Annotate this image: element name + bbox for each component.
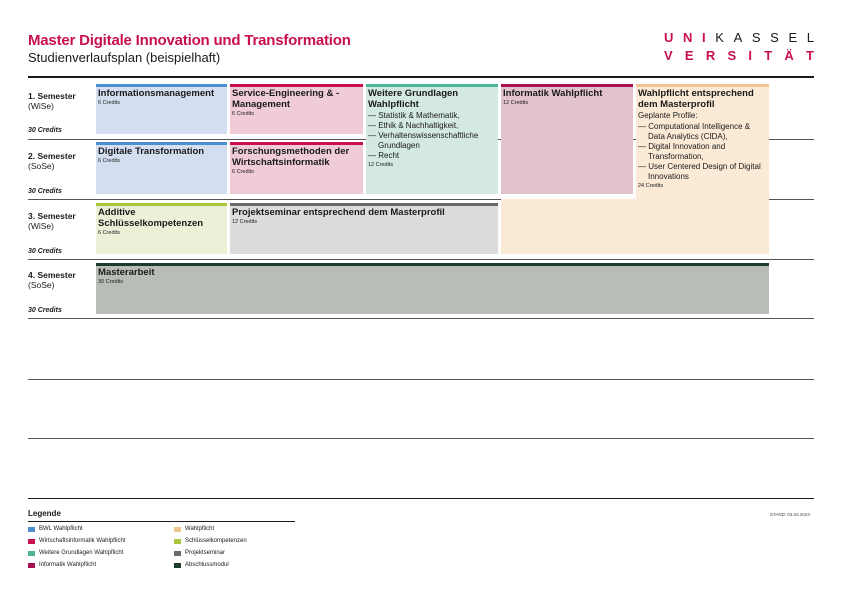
- logo-letter: N: [683, 30, 693, 45]
- semester-1-label: 1. Semester (WiSe): [28, 91, 76, 111]
- logo-letter: S: [770, 30, 779, 45]
- grundlagen-list: [368, 111, 496, 161]
- module-credits: 24 Credits: [638, 183, 664, 189]
- profiles-list: [638, 122, 767, 182]
- logo-letter: R: [705, 48, 716, 63]
- legend-swatch: [174, 563, 181, 568]
- row-divider: [28, 438, 814, 439]
- row-divider: [28, 318, 814, 319]
- list-item: — Ethik & Nachhaltigkeit,: [368, 121, 459, 130]
- legend-item: Projektseminar: [174, 550, 225, 556]
- module-credits: 6 Credits: [232, 111, 255, 117]
- list-item: — Verhaltenswissenschaftliche Grundlagen: [368, 131, 479, 150]
- logo-letter: L: [806, 30, 814, 45]
- logo-letter: E: [684, 48, 694, 63]
- legend-title: Legende: [28, 509, 61, 518]
- legend-swatch: [28, 539, 35, 544]
- module-weitere-grundlagen[interactable]: [366, 84, 498, 194]
- legend-item: BWL Wahlpflicht: [28, 526, 83, 532]
- logo-letter: T: [806, 48, 814, 63]
- module-color-bar: [230, 203, 498, 206]
- module-credits: 6 Credits: [232, 169, 255, 175]
- legend-swatch: [28, 527, 35, 532]
- semester-4-credits: 30 Credits: [28, 307, 62, 314]
- module-color-bar: [230, 142, 363, 145]
- module-title: Wahlpflicht entsprechend dem Masterprofil: [638, 88, 754, 110]
- logo-letter: S: [727, 48, 737, 63]
- logo-letter: I: [702, 30, 706, 45]
- module-forschungsmethoden[interactable]: [230, 142, 363, 194]
- module-digitale-transformation[interactable]: [96, 142, 227, 194]
- module-title: Projektseminar entsprechend dem Masterprofil: [232, 207, 445, 218]
- module-color-bar: [96, 203, 227, 206]
- page-title: Master Digitale Innovation und Transformation: [28, 32, 351, 49]
- logo-letter: S: [751, 30, 761, 45]
- module-title: Additive Schlüsselkompetenzen: [98, 207, 204, 229]
- module-title: Masterarbeit: [98, 267, 155, 278]
- module-title: Weitere Grundlagen Wahlpflicht: [368, 88, 459, 110]
- legend-rule: [28, 521, 295, 522]
- module-color-bar: [366, 84, 498, 87]
- list-item: — Digital Innovation and Transformation,: [638, 142, 726, 161]
- module-title: Informatik Wahlpflicht: [503, 88, 603, 99]
- page-subtitle: Studienverlaufsplan (beispielhaft): [28, 50, 221, 65]
- legend-item: Abschlussmodul: [174, 562, 229, 568]
- list-item: — Computational Intelligence & Data Analytics (CIDA),: [638, 122, 751, 141]
- module-title: Forschungsmethoden der Wirtschaftsinformatik: [232, 146, 350, 168]
- logo-letter: A: [733, 30, 743, 45]
- list-item: — Statistik & Mathematik,: [368, 111, 460, 120]
- module-projektseminar[interactable]: [230, 203, 498, 254]
- module-color-bar: [96, 142, 227, 145]
- header-rule: [28, 76, 814, 78]
- module-credits: 6 Credits: [98, 158, 121, 164]
- module-title: Informationsmanagement: [98, 88, 215, 99]
- module-credits: 6 Credits: [98, 100, 121, 106]
- legend-swatch: [174, 539, 181, 544]
- logo-letter: Ä: [784, 48, 794, 63]
- legend-item: Schlüsselkompetenzen: [174, 538, 247, 544]
- university-logo: [664, 30, 814, 63]
- module-color-bar: [636, 84, 769, 87]
- module-title: Digitale Transformation: [98, 146, 205, 157]
- list-item: — Recht: [368, 151, 400, 160]
- module-color-bar: [96, 263, 769, 266]
- legend-swatch: [28, 551, 35, 556]
- legend-item: Weitere Grundlagen Wahlpflicht: [28, 550, 123, 556]
- logo-letter: K: [715, 30, 724, 45]
- logo-letter: U: [664, 30, 674, 45]
- logo-letter: T: [764, 48, 773, 63]
- module-informationsmanagement[interactable]: [96, 84, 227, 134]
- module-credits: 12 Credits: [503, 100, 529, 106]
- logo-letter: V: [664, 48, 673, 63]
- module-credits: 12 Credits: [368, 162, 394, 168]
- logo-letter: E: [788, 30, 798, 45]
- semester-2-label: 2. Semester (SoSe): [28, 151, 76, 171]
- semester-3-label: 3. Semester (WiSe): [28, 211, 76, 231]
- module-credits: 6 Credits: [98, 230, 121, 236]
- module-masterarbeit[interactable]: [96, 263, 769, 314]
- stand-date: STAND: 03.03.2023: [770, 512, 810, 517]
- module-informatik-wahlpflicht[interactable]: [501, 84, 633, 194]
- row-divider: [28, 259, 814, 260]
- logo-letter: I: [748, 48, 752, 63]
- legend-item: Wirtschaftsinformatik Wahlpflicht: [28, 538, 125, 544]
- legend-swatch: [174, 551, 181, 556]
- module-credits: 30 Credits: [98, 279, 124, 285]
- legend-swatch: [28, 563, 35, 568]
- semester-2-credits: 30 Credits: [28, 188, 62, 195]
- footer-rule: [28, 498, 814, 499]
- semester-3-credits: 30 Credits: [28, 248, 62, 255]
- module-color-bar: [501, 84, 633, 87]
- legend-swatch: [174, 527, 181, 532]
- semester-1-credits: 30 Credits: [28, 127, 62, 134]
- row-divider: [28, 379, 814, 380]
- module-title: Service-Engineering & -Management: [232, 88, 340, 110]
- module-color-bar: [96, 84, 227, 87]
- module-color-bar: [230, 84, 363, 87]
- legend-item: Informatik Wahlpflicht: [28, 562, 96, 568]
- list-item: — User Centered Design of Digital Innovations: [638, 162, 761, 181]
- legend-item: Wahlpflicht: [174, 526, 214, 532]
- semester-4-label: 4. Semester (SoSe): [28, 270, 76, 290]
- module-credits: 12 Credits: [232, 219, 258, 225]
- module-wahlpflicht-masterprofil[interactable]: [636, 84, 769, 254]
- profiles-label: Geplante Profile:: [638, 111, 698, 120]
- module-additive-schluesselkompetenzen[interactable]: [96, 203, 227, 254]
- module-service-engineering[interactable]: [230, 84, 363, 134]
